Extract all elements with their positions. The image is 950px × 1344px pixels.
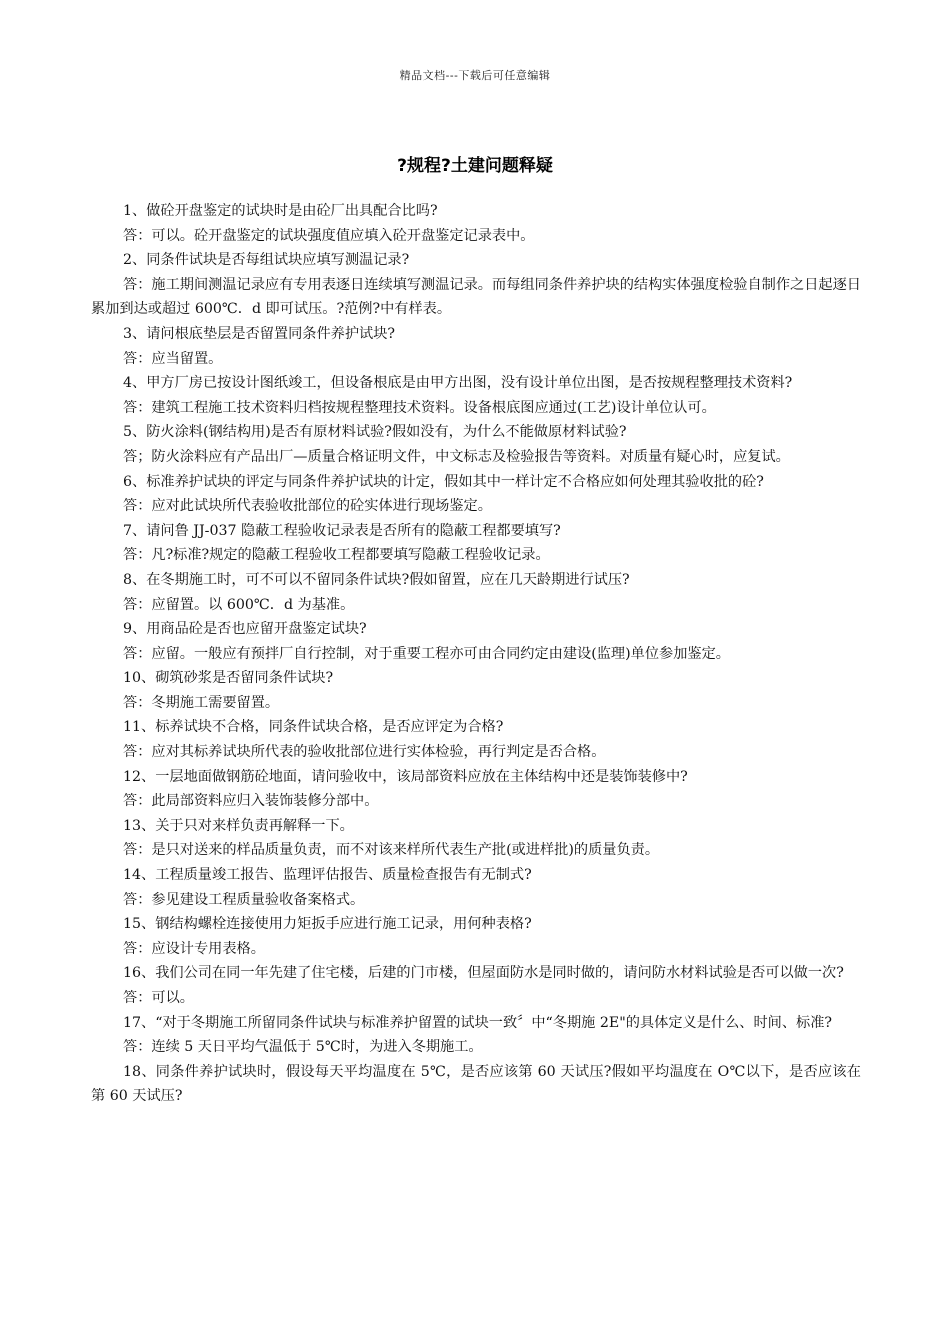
question-13: 13、关于只对来样负责再解释一下。 [123,817,354,834]
question-15: 15、钢结构螺栓连接使用力矩扳手应进行施工记录，用何种表格? [123,916,532,933]
answer-8: 答：应留置。以 600℃．d 为基准。 [123,596,355,613]
question-10: 10、砌筑砂浆是否留同条件试块? [123,670,334,687]
answer-6: 答：应对此试块所代表验收批部位的砼实体进行现场鉴定。 [123,498,492,515]
question-8: 8、在冬期施工时，可不可以不留同条件试块?假如留置，应在几天龄期进行试压? [123,571,630,588]
question-1: 1、做砼开盘鉴定的试块时是由砼厂出具配合比吗? [123,203,438,219]
question-2: 2、同条件试块是否每组试块应填写测温记录? [123,252,410,269]
answer-11: 答：应对其标养试块所代表的验收批部位进行实体检验，再行判定是否合格。 [123,744,606,761]
answer-3: 答：应当留置。 [123,350,223,367]
answer-2: 答：施工期间测温记录应有专用表逐日连续填写测温记录。而每组同条件养护块的结构实体强度检验自制作之日起逐日累加到达或超过 600℃．d 即可试压。?范例?中有样表。 [91,276,861,318]
answer-14: 答：参见建设工程质量验收备案格式。 [123,891,365,908]
question-6: 6、标准养护试块的评定与同条件养护试块的计定，假如其中一样计定不合格应如何处理其验收批的砼? [123,473,764,490]
answer-15: 答：应设计专用表格。 [123,940,265,957]
answer-12: 答：此局部资料应归入装饰装修分部中。 [123,793,379,810]
answer-13: 答：是只对送来的样品质量负责，而不对该来样所代表生产批(或进样批)的质量负责。 [123,842,660,859]
answer-7: 答：凡?标准?规定的隐蔽工程验收工程都要填写隐蔽工程验收记录。 [123,547,550,564]
answer-17: 答：连续 5 天日平均气温低于 5℃时，为进入冬期施工。 [123,1039,483,1056]
answer-10: 答：冬期施工需要留置。 [123,694,280,711]
answer-9: 答：应留。一般应有预拌厂自行控制，对于重要工程亦可由合同约定由建设(监理)单位参加鉴定。 [123,645,730,662]
document-body [91,199,861,1109]
question-5: 5、防火涂料(钢结构用)是否有原材料试验?假如没有，为什么不能做原材料试验? [123,424,627,441]
question-4: 4、甲方厂房已按设计图纸竣工，但设备根底是由甲方出图，没有设计单位出图，是否按规程整理技术资料? [123,375,793,392]
document-title: ?规程?土建问题释疑 [397,156,553,176]
question-11: 11、标养试块不合格，同条件试块合格，是否应评定为合格? [123,719,504,736]
answer-4: 答：建筑工程施工技术资料归档按规程整理技术资料。设备根底图应通过(工艺)设计单位认可。 [123,399,716,416]
answer-5: 答；防火涂料应有产品出厂—质量合格证明文件，中文标志及检验报告等资料。对质量有疑心时，应复试。 [123,448,790,465]
question-18: 18、同条件养护试块时，假设每天平均温度在 5℃，是否应该第 60 天试压?假如平均温度在 O℃以下，是否应该在第 60 天试压? [91,1063,861,1105]
question-16: 16、我们公司在同一年先建了住宅楼，后建的门市楼，但屋面防水是同时做的，请问防水材料试验是否可以做一次? [123,965,844,982]
question-3: 3、请问根底垫层是否留置同条件养护试块? [123,325,396,342]
question-17: 17、“对于冬期施工所留同条件试块与标准养护留置的试块一致〞中“冬期施 2E"的具体定义是什么、时间、标准? [123,1014,833,1031]
question-12: 12、一层地面做钢筋砼地面，请问验收中，该局部资料应放在主体结构中还是装饰装修中? [123,768,688,785]
question-9: 9、用商品砼是否也应留开盘鉴定试块? [123,621,367,638]
question-14: 14、工程质量竣工报告、监理评估报告、质量检查报告有无制式? [123,867,532,884]
answer-16: 答：可以。 [123,990,194,1006]
page-header: 精品文档---下载后可任意编辑 [399,69,551,82]
answer-1: 答：可以。砼开盘鉴定的试块强度值应填入砼开盘鉴定记录表中。 [123,227,535,244]
question-7: 7、请问鲁 JJ-037 隐蔽工程验收记录表是否所有的隐蔽工程都要填写? [123,522,561,539]
